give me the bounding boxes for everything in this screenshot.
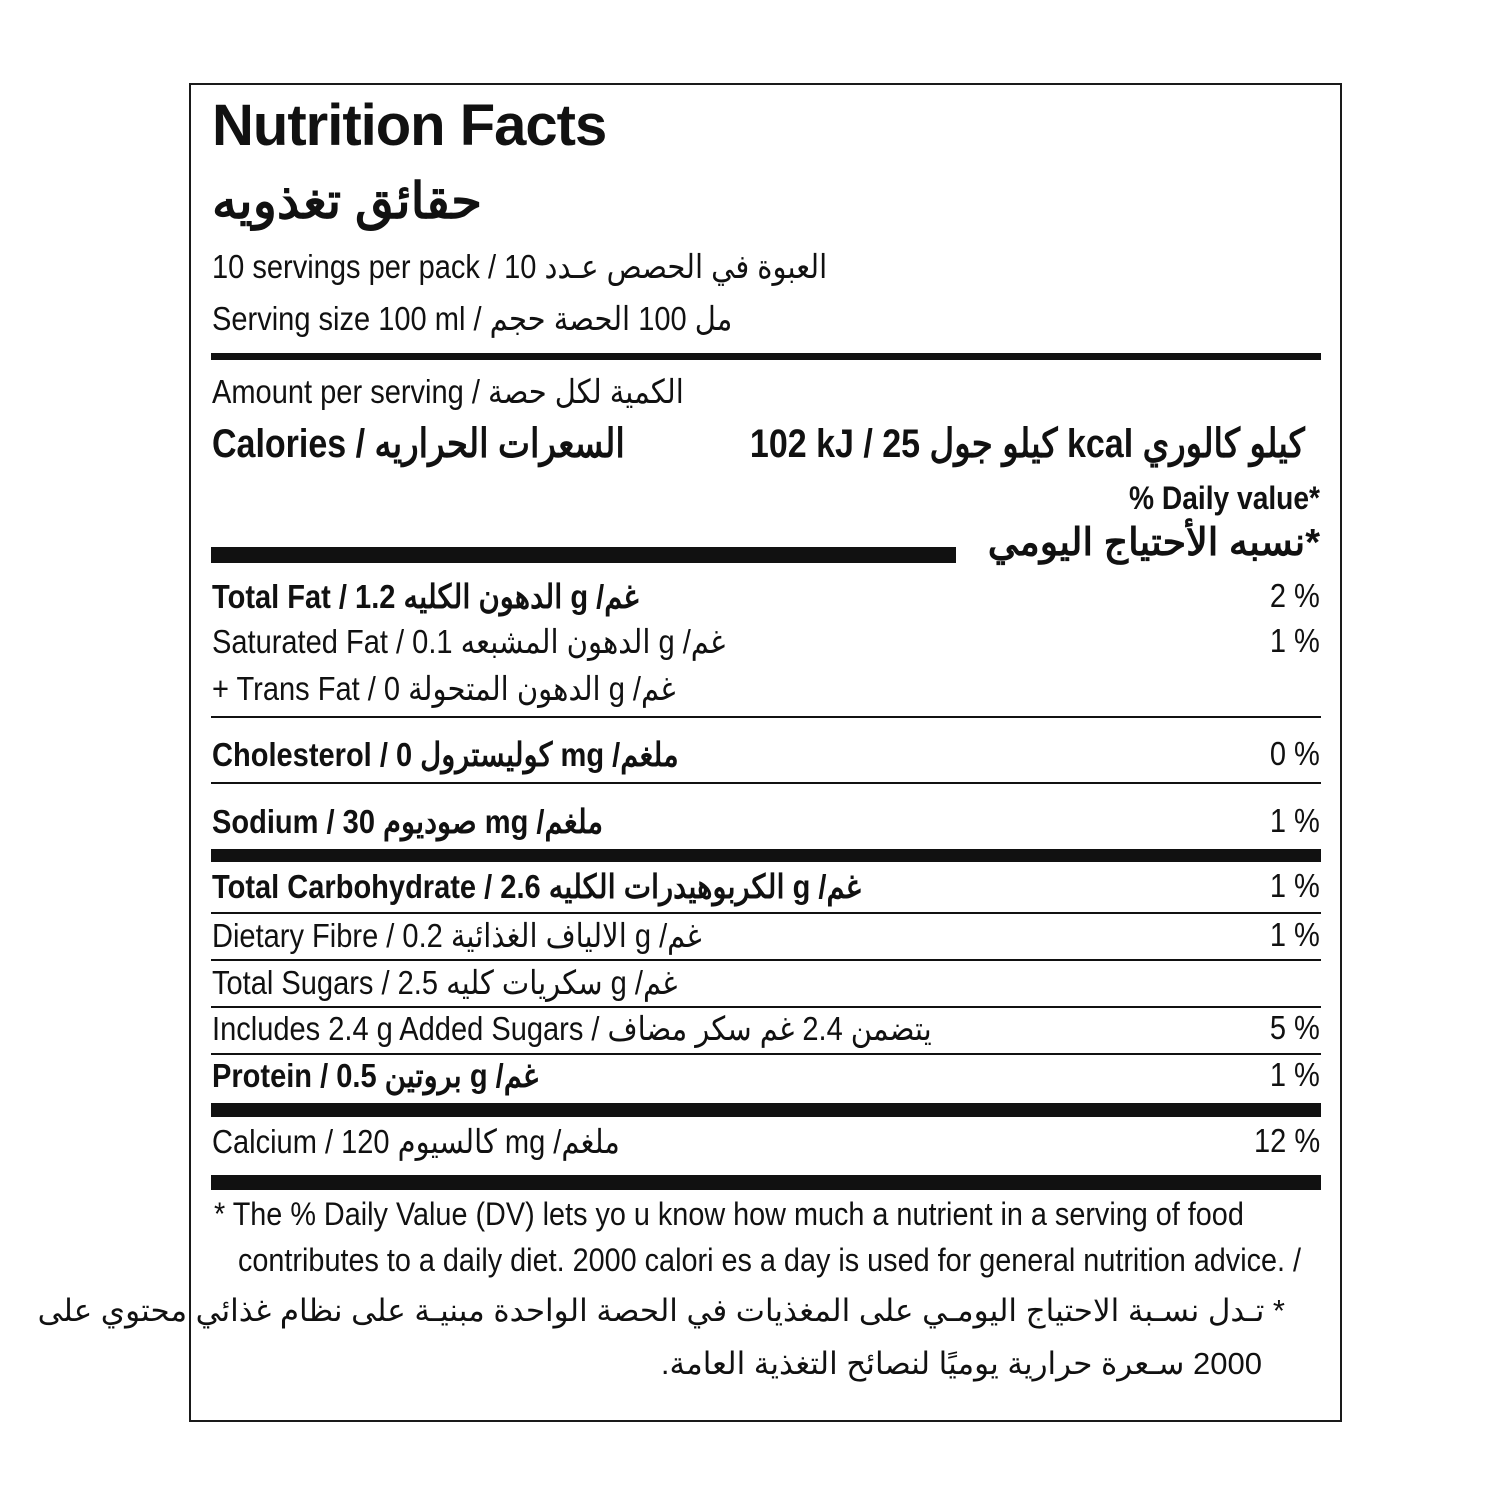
- thin-divider: [211, 1006, 1321, 1008]
- nutrient-dietary-fibre: Dietary Fibre / الالياف الغذائية 0.2 g /غم: [212, 917, 702, 954]
- nutrient-calcium: Calcium / كالسيوم 120 mg /ملغم: [212, 1123, 620, 1160]
- footnote-en-line2: contributes to a daily diet. 2000 calori es a day is used for general nutrition advice. /: [238, 1242, 1302, 1278]
- thick-divider: [211, 353, 1321, 360]
- thin-divider: [211, 1053, 1321, 1055]
- dv-protein: 1 %: [1269, 1056, 1320, 1093]
- thin-divider: [211, 716, 1321, 718]
- dv-cholesterol: 0 %: [1269, 735, 1320, 772]
- nutrient-saturated-fat: Saturated Fat / الدهون المشبعه 0.1 g /غم: [212, 623, 726, 660]
- thin-divider: [211, 782, 1321, 784]
- dv-calcium: 12 %: [1253, 1122, 1320, 1159]
- nutrient-total-carbohydrate: Total Carbohydrate / الكربوهيدرات الكليه 2.6 g /غم: [212, 868, 861, 905]
- nutrient-added-sugars: Includes 2.4 g Added Sugars / يتضمن 2.4 غم سكر مضاف: [212, 1010, 932, 1047]
- nutrient-trans-fat: + Trans Fat / الدهون المتحولة 0 g /غم: [212, 670, 676, 707]
- thick-divider: [211, 1175, 1321, 1190]
- footnote-ar-line1: * تـدل نسـبة الاحتياج اليومـي على المغذيات في الحصة الواحدة مبنيـة على نظام غذائي محتوي على: [37, 1293, 1285, 1328]
- serving-size: Serving size 100 ml / مل 100 الحصة حجم: [212, 300, 733, 337]
- nutrient-protein: Protein / بروتين 0.5 g /غم: [212, 1057, 539, 1094]
- dv-added-sugars: 5 %: [1269, 1009, 1320, 1046]
- footnote-en-line1: * The % Daily Value (DV) lets yo u know how much a nutrient in a serving of food: [214, 1196, 1244, 1232]
- dv-saturated-fat: 1 %: [1269, 622, 1320, 659]
- nutrient-cholesterol: Cholesterol / كوليسترول 0 mg /ملغم: [212, 736, 679, 773]
- title-arabic: حقائق تغذويه: [212, 173, 483, 229]
- dv-total-carbohydrate: 1 %: [1269, 867, 1320, 904]
- nutrient-total-fat: Total Fat / الدهون الكليه 1.2 g /غم: [212, 578, 639, 615]
- amount-per-serving: Amount per serving / الكمية لكل حصة: [212, 373, 684, 410]
- servings-per-pack: 10 servings per pack / العبوة في الحصص عـدد 10: [212, 248, 828, 285]
- footnote-ar-line2: 2000 سـعرة حرارية يوميًا لنصائح التغذية العامة.: [660, 1346, 1262, 1381]
- title: Nutrition Facts: [212, 93, 607, 158]
- calories-label: Calories / السعرات الحراريه: [212, 422, 625, 466]
- nutrient-sodium: Sodium / صوديوم 30 mg /ملغم: [212, 803, 604, 840]
- thick-divider: [211, 547, 956, 563]
- nutrient-total-sugars: Total Sugars / سكريات كليه 2.5 g /غم: [212, 964, 678, 1001]
- thick-divider: [211, 849, 1321, 862]
- dv-sodium: 1 %: [1269, 802, 1320, 839]
- calories-value: 102 kJ / كيلو جول 25 kcal كيلو كالوري: [750, 422, 1305, 466]
- daily-value-header-arabic: *نسبه الأحتياج اليومي: [987, 522, 1320, 564]
- dv-total-fat: 2 %: [1269, 577, 1320, 614]
- thick-divider: [211, 1103, 1321, 1117]
- dv-dietary-fibre: 1 %: [1269, 916, 1320, 953]
- thin-divider: [211, 912, 1321, 914]
- thin-divider: [211, 959, 1321, 961]
- daily-value-header: % Daily value*: [1129, 480, 1320, 516]
